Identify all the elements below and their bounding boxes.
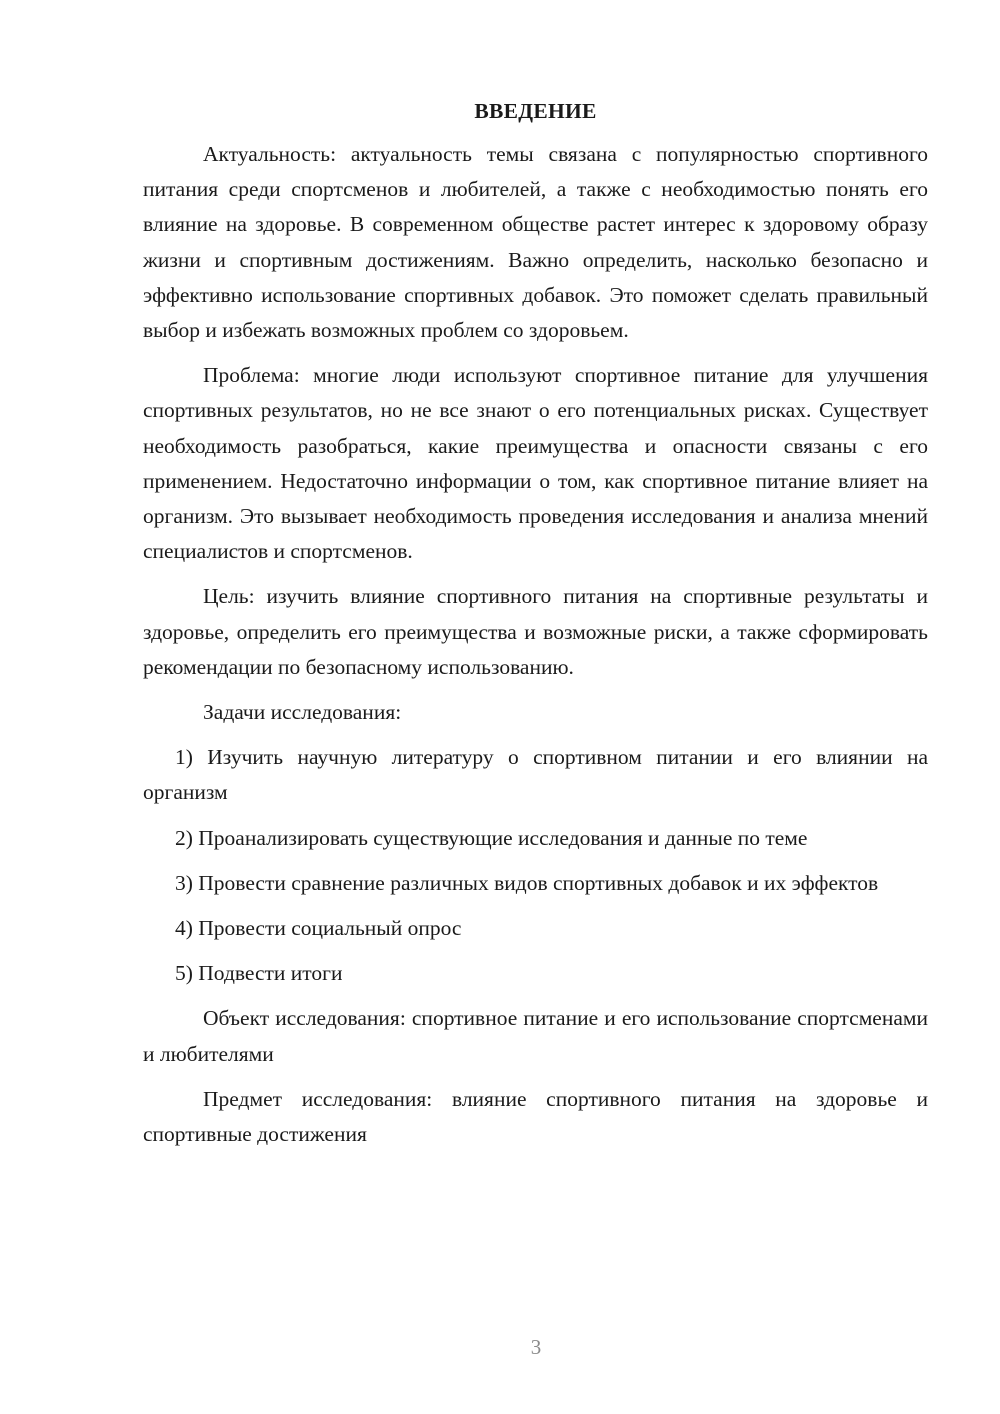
tasks-heading: Задачи исследования:	[203, 700, 402, 725]
task-item: 3) Провести сравнение различных видов спортивных добавок и их эффектов	[175, 870, 879, 895]
document-page	[143, 94, 928, 1162]
task-item: 2) Проанализировать существующие исследования и данные по теме	[175, 825, 808, 850]
section-title: ВВЕДЕНИЕ	[474, 99, 597, 123]
task-item: 5) Подвести итоги	[175, 961, 343, 986]
paragraph-goal: Цель: изучить влияние спортивного питания на спортивные результаты и здоровье, определить его преимущества и возможные риски, а также сформировать рекомендации по безопасному использованию.	[143, 584, 928, 679]
paragraph-subject: Предмет исследования: влияние спортивного питания на здоровье и спортивные достижения	[143, 1086, 928, 1147]
paragraph-relevance: Актуальность: актуальность темы связана с популярностью спортивного питания среди спортсменов и любителей, а также с необходимостью понять его влияние на здоровье. В современном обществе растет интерес к здоровому образу жизни и спортивным достижениям. Важно определить, насколько безопасно и эффективно использование спортивных добавок. Это поможет сделать правильный выбор и избежать возможных проблем со здоровьем.	[143, 142, 928, 343]
task-item: 1) Изучить научную литературу о спортивном питании и его влиянии на организм	[143, 745, 928, 805]
paragraph-problem: Проблема: многие люди используют спортивное питание для улучшения спортивных результатов, но не все знают о его потенциальных рисках. Существует необходимость разобраться, какие преимущества и опасности связаны с его применением. Недостаточно информации о том, как спортивное питание влияет на организм. Это вызывает необходимость проведения исследования и анализа мнений специалистов и спортсменов.	[143, 363, 928, 564]
task-item: 4) Провести социальный опрос	[175, 916, 462, 941]
paragraph-object: Объект исследования: спортивное питание и его использование спортсменами и любителями	[143, 1006, 928, 1066]
page-number: 3	[530, 1335, 542, 1359]
